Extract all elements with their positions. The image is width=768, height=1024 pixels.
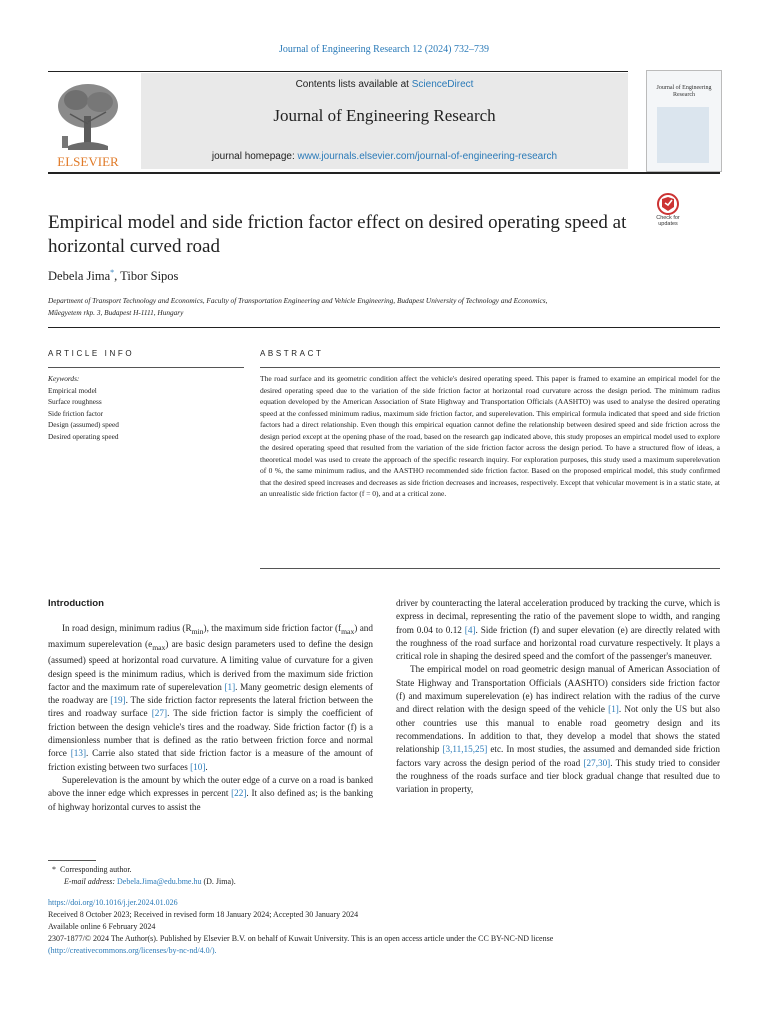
body-column-left [48,622,373,814]
cover-title: Journal of Engineering Research [656,85,712,98]
citation-link[interactable]: [1] [224,681,236,692]
affiliation-line: Department of Transport Technology and Economics, Faculty of Transportation Engineering and Vehicle Engineering, Budapest University of Technology and Economics, [48,296,548,305]
footnote-rule [48,860,96,861]
citation-link[interactable]: [27] [151,708,168,719]
homepage-prefix: journal homepage: [211,151,298,162]
elsevier-wordmark: ELSEVIER [57,154,119,169]
article-info-rule [48,367,244,368]
header-top-rule [48,71,628,72]
corresponding-author-note: * Corresponding author. [48,865,132,874]
header-bottom-rule [48,172,720,174]
journal-cover-thumbnail[interactable] [646,70,722,172]
citation-link[interactable]: [22] [231,788,247,799]
paragraph: In road design, minimum radius $(R_{min})$, the maximum side friction factor $(f_{max})$ and maximum superelevation $(e_{max})$ are basic design parameters used to define the design (assumed) speed at horizontal road curvature. A limiting value of curvature for a given design speed is the minimum radius, which is derived from the maximum side friction factor and the maximum rate of superelevation [1]. Many geometric design elements of the roadway are [19]. The side friction factor represents the lateral friction between the tires and roadway surface [27]. The side friction factor is simply the coefficient of friction between the design vehicle's tires and the roadway. Side friction factor (f) is a dimensionless number that is defined as the ratio between friction force and normal force [13]. Carrie also stated that side friction factor is a measure of the amount of friction existing between two surfaces [10]. [48,623,374,772]
crossmark-graphic [648,193,688,215]
journal-homepage-link[interactable]: www.journals.elsevier.com/journal-of-engineering-research [297,151,558,162]
citation-link[interactable]: [13] [70,748,87,759]
contents-lists-line [141,79,628,90]
contents-prefix: Contents lists available at [295,79,412,90]
affiliation [48,295,658,319]
keyword-item: Side friction factor [48,408,104,418]
keyword-item: Surface roughness [48,397,102,406]
keywords-label: Keywords: [48,374,80,383]
publication-info [48,897,720,957]
abstract-heading: ABSTRACT [260,349,324,358]
paragraph: driver by counteracting the lateral acceleration produced by tracking the curve, which is express in decimal, representing the ratio of the pavement slope to width, and ranging from 0.04 to 0.12 [4]. Side friction (f) and super elevation (e) are directly related with the roughness of the road surface and horizontal road curvature respectively. It plays a critical role in shaping the desired speed and the comfort of the passenger's maneuver. [396,598,720,662]
abstract-rule [260,367,720,368]
journal-homepage-line [141,151,628,162]
citation-link[interactable]: [4] [464,624,476,635]
available-online: Available online 6 February 2024 [48,922,156,931]
cover-artwork [657,107,709,163]
author-list [48,268,178,284]
keywords-block [48,373,244,442]
paragraph: The empirical model on road geometric design manual of American Association of State Highway and Transportation Officials (AASHTO) considers side friction factor (f) and maximum superelevation (e) has indirect relation with the radius of the curve and direct relation with the design speed of the vehicle [1]. Not only the US but also other countries use this manual to enable road geometry design and its recommendations. In addition to that, they develop a model that shows the stated relationship [3,11,15,25] etc. In most studies, the assumed and demanded side friction factors vary across the design period of the road [27,30]. This study tried to consider the roughness of the roads surface and tier block gradual change that resulted due to variation in property, [396,664,720,795]
section-rule [48,327,720,328]
author-email-link[interactable]: Debela.Jima@edu.bme.hu [117,877,202,887]
affiliation-line: Műegyetem rkp. 3, Budapest H-1111, Hungary [48,308,184,317]
journal-reference[interactable]: Journal of Engineering Research 12 (2024) 732–739 [279,44,489,55]
footnotes [48,864,720,889]
corresponding-author-mark[interactable]: * [110,268,115,277]
doi-link[interactable]: https://doi.org/10.1016/j.jer.2024.01.026 [48,898,178,907]
article-title: Empirical model and side friction factor effect on desired operating speed at horizontal curved road [48,212,627,257]
email-note: E-mail address: Debela.Jima@edu.bme.hu (D. Jima). [64,877,236,887]
article-info-heading: ARTICLE INFO [48,349,135,358]
citation-link[interactable]: [3,11,15,25] [442,744,488,755]
section-heading-introduction: Introduction [48,598,104,609]
citation-link[interactable]: [27,30] [583,757,611,768]
journal-name: Journal of Engineering Research [273,106,496,125]
author-first[interactable]: Debela Jima [48,269,111,284]
received-dates: Received 8 October 2023; Received in revised form 18 January 2024; Accepted 30 January 2024 [48,910,359,919]
body-column-right [396,597,720,796]
sciencedirect-link[interactable]: ScienceDirect [411,79,474,90]
check-for-updates-label: Check for updates [656,215,680,227]
license-statement: 2307-1877/© 2024 The Author(s). Published by Elsevier B.V. on behalf of Kuwait University. This is an open access article under the CC BY-NC-ND license [48,934,554,943]
paragraph: Superelevation is the amount by which the outer edge of a curve on a road is banked above the inner edge which expresses in percent [22]. It also defined as; is the banking of highway horizontal curves to assist the [48,774,373,812]
citation-link[interactable]: [1] [608,704,619,715]
keyword-item: Empirical model [48,385,97,395]
abstract-text: The road surface and its geometric condition affect the vehicle's desired operating speed. This paper is framed to examine an empirical model for the desired operating speed due to the variation of the side friction factor at horizontal road curvature across the design period. The minimum radius equation developed by the American Association of State Highway and Transportation Officials (AASHTO) was used to analyse the desired operating speed at the confessed minimum radius, maximum side friction factor, and superelevation. This empirical formula indicated that speed and side friction factors had a direct relationship. Even though this empirical equation cannot define the relationship between desired speed and side friction across the design period except at the opening phase of the road, based on the research gap indicated above, this study proposes an empirical model used to explore the desired operating speed that resulted from the variation of the side friction factor across the design period. To have a structured flow of ideas, a theoretical model was used to create the approach of the specific research inquiry. For exploration purposes, this study used a maximum superelevation of 0 %, the same minimum radius, and the AASTHO recommended side friction factor. Based on the proposed empirical model, this study confirmed that the desired speed increases and decreases as side friction decreases and increases, respectively. Except that vehicular movement is in a static state, at an unrealistic side friction factor (f = 0), and at a critical zone. [260,374,720,498]
citation-link[interactable]: [19] [110,695,126,706]
elsevier-tree-logo[interactable] [48,76,128,170]
crossmark-icon[interactable] [648,193,688,233]
keyword-item: Design (assumed) speed [48,420,119,429]
keyword-item: Desired operating speed [48,431,119,441]
license-link[interactable]: (http://creativecommons.org/licenses/by-nc-nd/4.0/). [48,946,217,955]
author-second[interactable]: , Tibor Sipos [114,269,179,284]
citation-link[interactable]: [10] [190,761,206,772]
abstract-end-rule [260,568,720,569]
